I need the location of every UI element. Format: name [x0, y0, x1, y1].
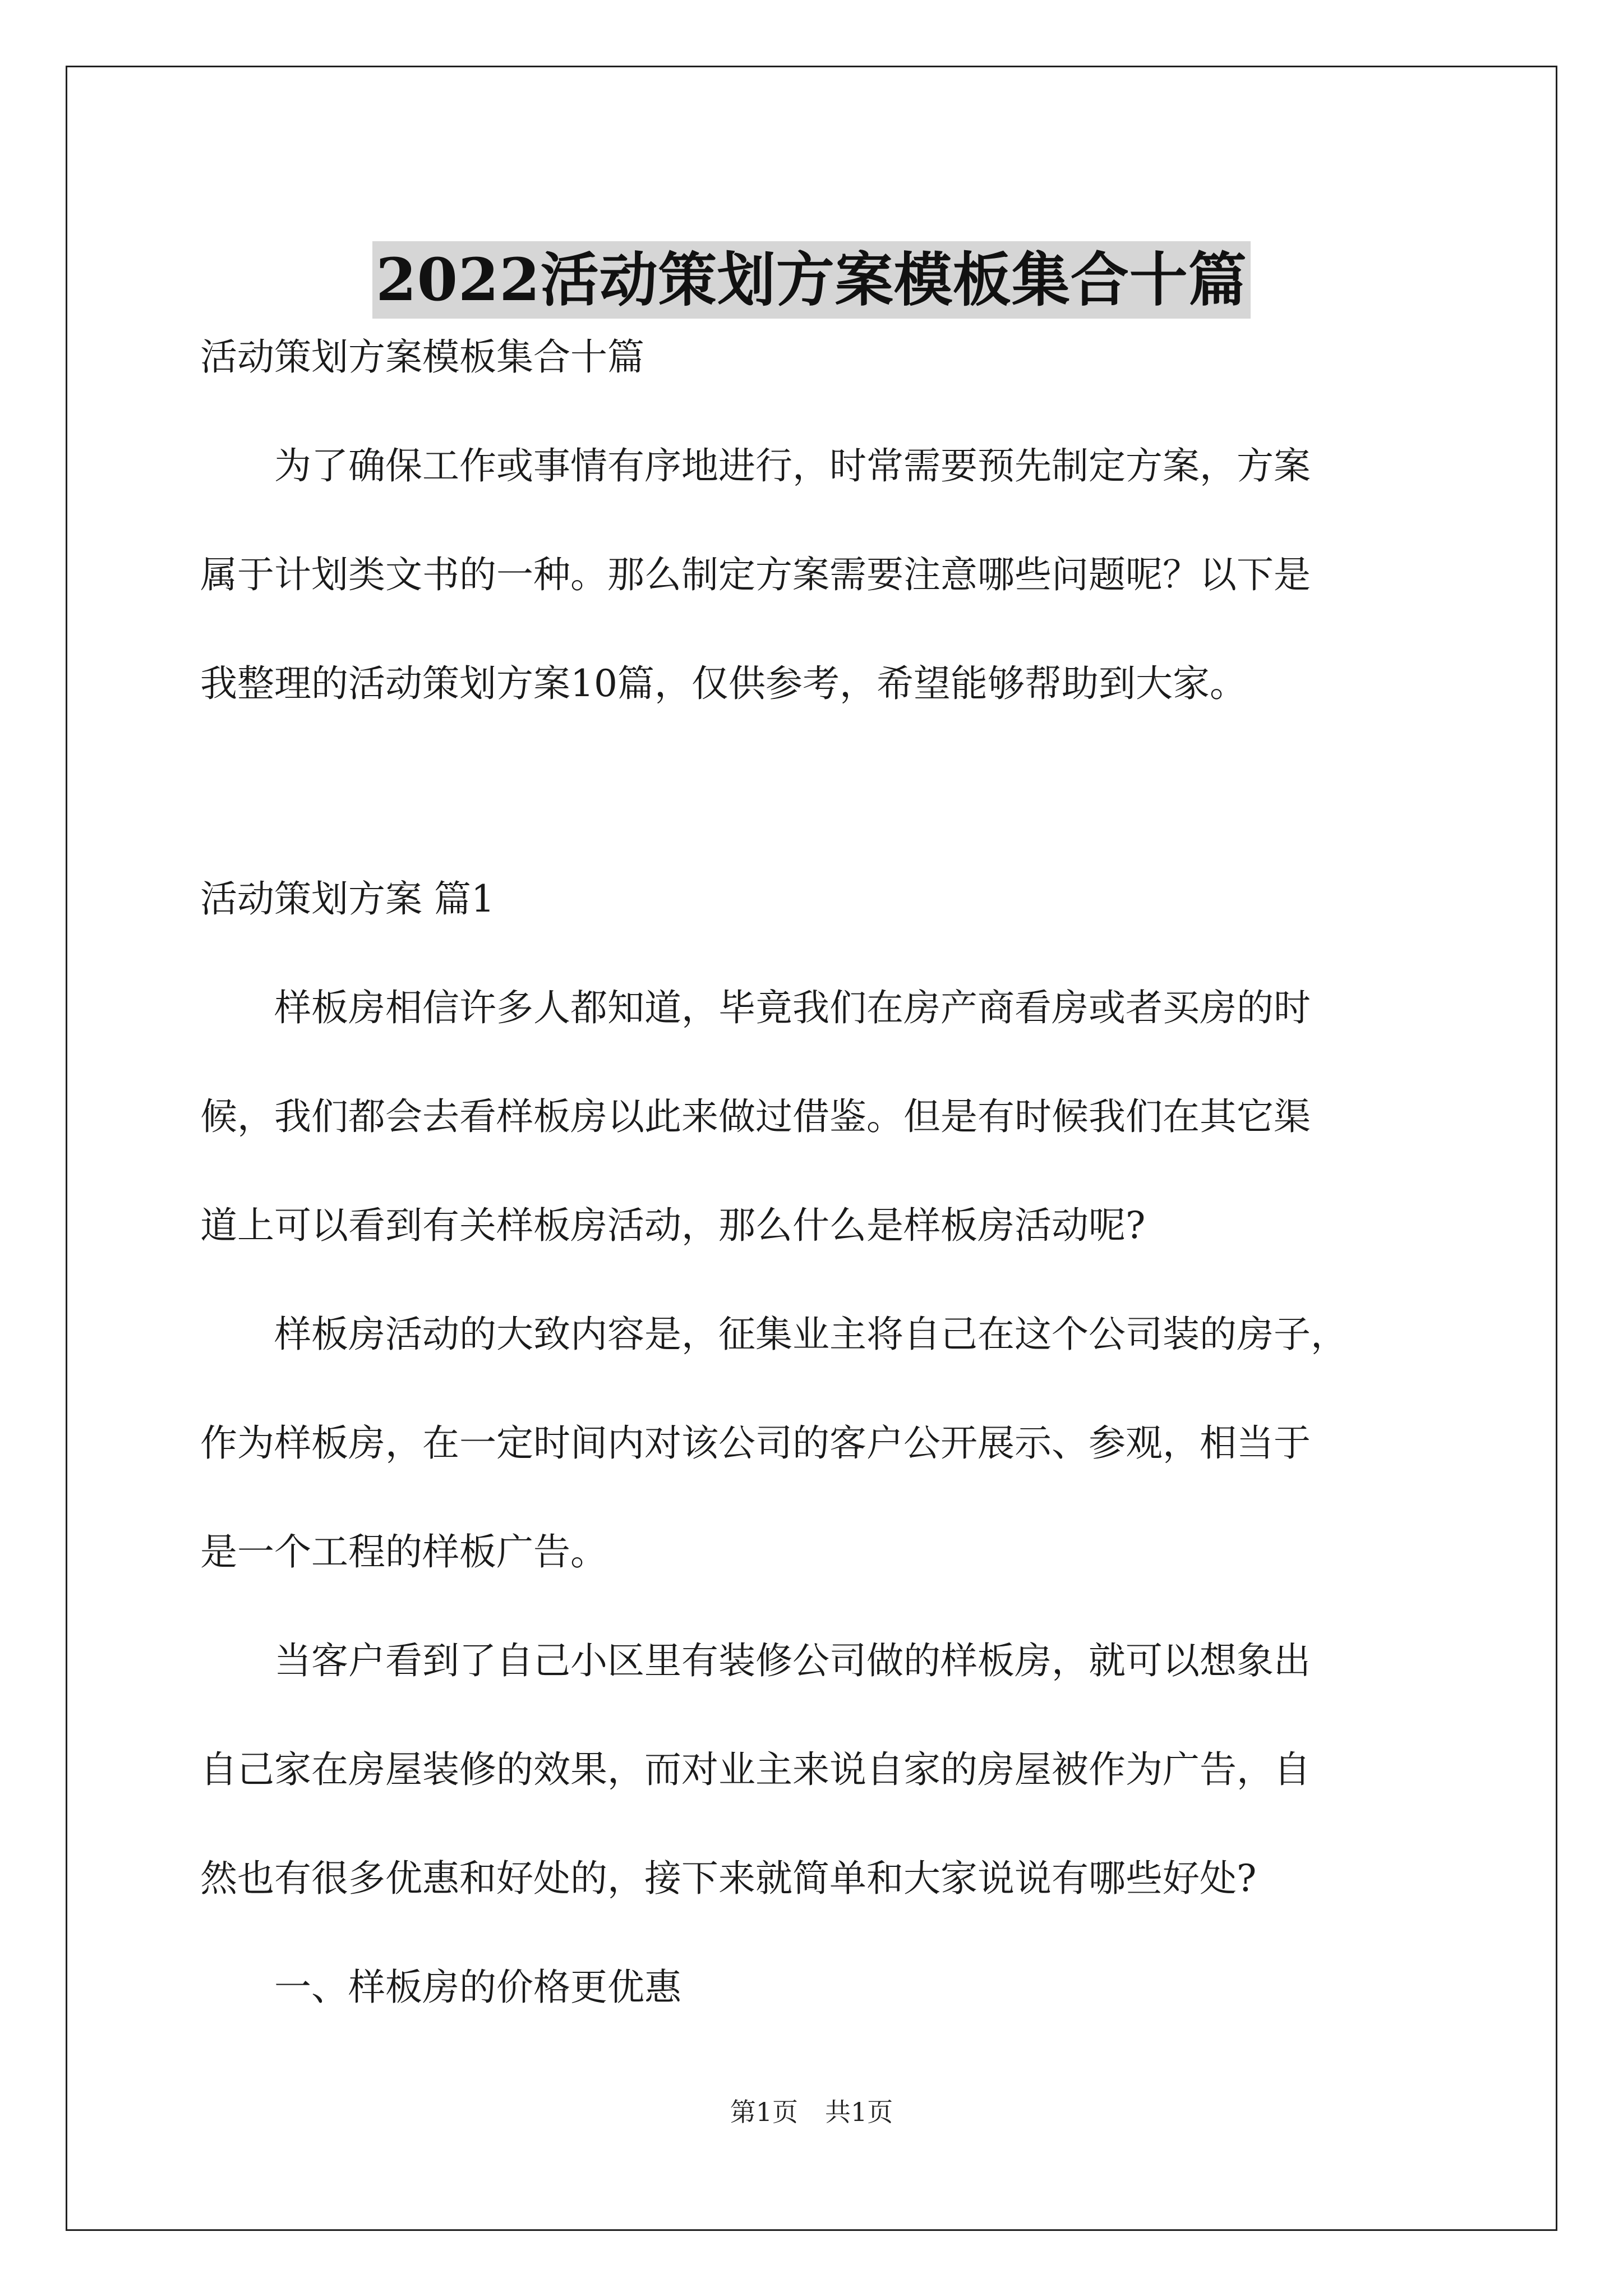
- paragraph-1-line-3: 道上可以看到有关样板房活动，那么什么是样板房活动呢?: [200, 1204, 1146, 1247]
- paragraph-1-line-2: 候，我们都会去看样板房以此来做过借鉴。但是有时候我们在其它渠: [200, 1095, 1311, 1138]
- paragraph-3-line-1: 当客户看到了自己小区里有装修公司做的样板房，就可以想象出: [274, 1639, 1311, 1682]
- page-footer: [0, 2095, 1623, 2129]
- intro-line-1: 为了确保工作或事情有序地进行，时常需要预先制定方案，方案: [274, 444, 1311, 487]
- paragraph-2-line-3: 是一个工程的样板广告。: [200, 1530, 607, 1573]
- paragraph-2-line-2: 作为样板房，在一定时间内对该公司的客户公开展示、参观，相当于: [200, 1421, 1311, 1465]
- intro-line-3: 我整理的活动策划方案10篇，仅供参考，希望能够帮助到大家。: [200, 662, 1247, 705]
- page-number-current: 第1页: [730, 2097, 798, 2127]
- paragraph-1-line-1: 样板房相信许多人都知道，毕竟我们在房产商看房或者买房的时: [274, 986, 1311, 1029]
- section-paragraph-2: [200, 1280, 1434, 1607]
- document-subtitle: 活动策划方案模板集合十篇: [200, 335, 644, 379]
- intro-paragraph: [200, 412, 1434, 738]
- section-spacer: [200, 738, 1434, 845]
- point-heading-1: 一、样板房的价格更优惠: [274, 1966, 681, 2009]
- section-paragraph-1: [200, 954, 1434, 1280]
- document-title: 2022活动策划方案模板集合十篇: [372, 241, 1250, 319]
- section-paragraph-3: [200, 1607, 1434, 1933]
- intro-line-2: 属于计划类文书的一种。那么制定方案需要注意哪些问题呢？以下是: [200, 553, 1311, 596]
- paragraph-2-line-1: 样板房活动的大致内容是，征集业主将自己在这个公司装的房子，: [274, 1313, 1348, 1356]
- page-number-total: 共1页: [825, 2097, 893, 2127]
- paragraph-3-line-3: 然也有很多优惠和好处的，接下来就简单和大家说说有哪些好处?: [200, 1857, 1257, 1900]
- document-body: [200, 303, 1434, 2042]
- paragraph-3-line-2: 自己家在房屋装修的效果，而对业主来说自家的房屋被作为广告，自: [200, 1748, 1311, 1791]
- section-heading: 活动策划方案 篇1: [200, 877, 495, 921]
